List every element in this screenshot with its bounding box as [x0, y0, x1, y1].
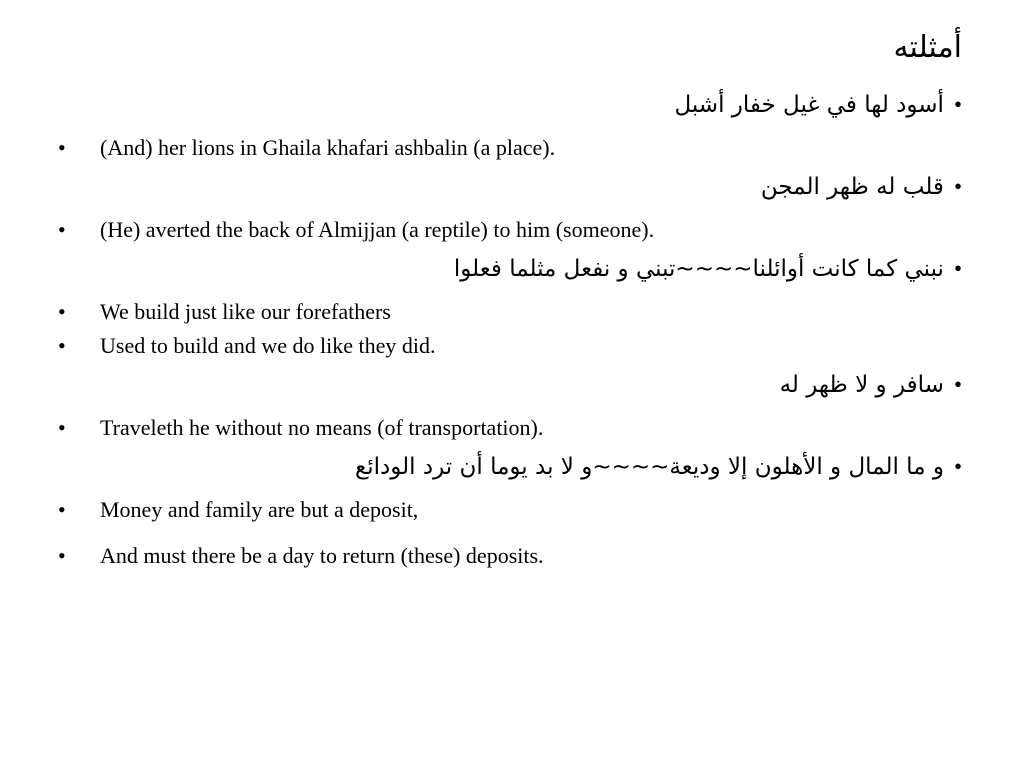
english-text: We build just like our forefathers	[100, 299, 391, 324]
english-text: (And) her lions in Ghaila khafari ashbalin (a place).	[100, 135, 556, 160]
arabic-line-4	[780, 368, 962, 402]
english-text: And must there be a day to return (these) deposits.	[100, 543, 544, 568]
bullet: •	[58, 299, 66, 324]
bullet: •	[58, 333, 66, 358]
arabic-text: سافر و لا ظهر له	[779, 372, 944, 398]
english-line-3	[58, 298, 391, 326]
arabic-line-1	[674, 88, 962, 122]
english-line-2	[58, 216, 654, 244]
bullet: •	[953, 92, 962, 117]
arabic-line-5	[355, 450, 962, 484]
bullet: •	[58, 543, 66, 568]
arabic-text: أسود لها في غيل خفار أشبل	[674, 92, 944, 118]
arabic-text: و ما المال و الأهلون إلا وديعة~~~~و لا بد يوما أن ترد الودائع	[354, 454, 944, 480]
english-line-5	[58, 414, 543, 442]
bullet: •	[953, 454, 962, 479]
bullet: •	[58, 217, 66, 242]
english-line-1	[58, 134, 555, 162]
english-text: Money and family are but a deposit,	[100, 497, 419, 522]
arabic-text: نبني كما كانت أوائلنا~~~~تبني و نفعل مثلما فعلوا	[453, 256, 944, 282]
english-text: Traveleth he without no means (of transportation).	[100, 415, 544, 440]
bullet: •	[953, 256, 962, 281]
bullet: •	[58, 415, 66, 440]
bullet: •	[58, 135, 66, 160]
bullet: •	[58, 497, 66, 522]
english-line-4	[58, 332, 435, 360]
arabic-line-2	[761, 170, 962, 204]
bullet: •	[953, 372, 962, 397]
english-line-6	[58, 496, 418, 524]
slide-title: أمثلته	[893, 30, 962, 65]
bullet: •	[953, 174, 962, 199]
english-line-7	[58, 542, 544, 570]
arabic-text: قلب له ظهر المجن	[760, 174, 944, 200]
arabic-line-3	[454, 252, 962, 286]
english-text: Used to build and we do like they did.	[100, 333, 436, 358]
english-text: (He) averted the back of Almijjan (a reptile) to him (someone).	[100, 217, 655, 242]
